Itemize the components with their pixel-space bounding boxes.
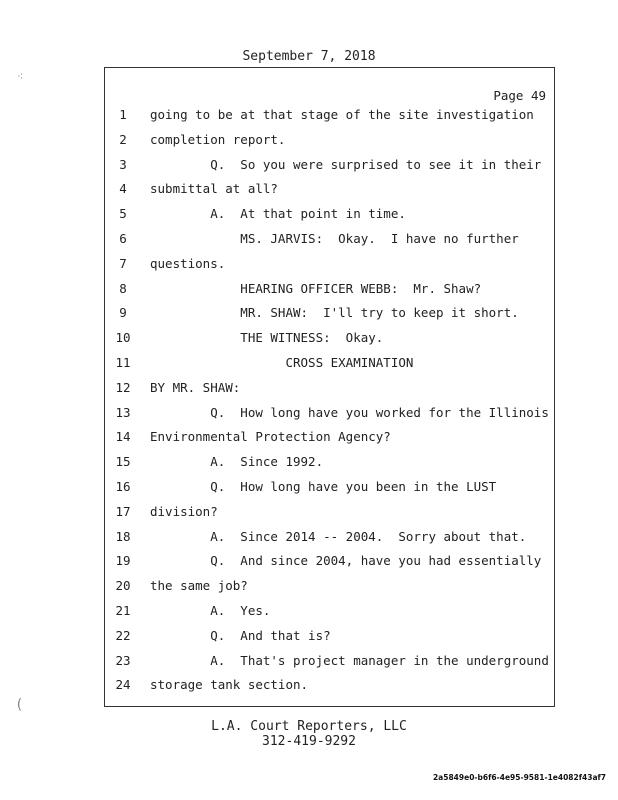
line-number: 16: [115, 479, 131, 494]
margin-mark: ⁖: [17, 70, 24, 83]
line-number: 19: [115, 553, 131, 569]
line-text: A. Since 1992.: [150, 454, 324, 470]
transcript-line: [0, 132, 618, 152]
line-number: 2: [119, 131, 127, 147]
line-number: 21: [115, 603, 131, 618]
line-text: MR. SHAW: I'll try to keep it short.: [150, 305, 519, 321]
margin-mark-bottom: (: [15, 697, 24, 713]
line-text: BY MR. SHAW:: [150, 379, 241, 395]
transcript-line: [0, 553, 618, 573]
transcript-line: [0, 405, 618, 425]
line-number: 14: [115, 429, 131, 445]
line-number: 20: [115, 578, 131, 594]
line-text: Q. So you were surprised to see it in their: [150, 156, 542, 172]
footer-company: L.A. Court Reporters, LLC: [211, 719, 407, 734]
transcript-line: [0, 603, 618, 623]
line-number: 5: [119, 206, 127, 222]
transcript-line: [0, 380, 618, 400]
transcript-line: [0, 653, 618, 673]
line-text: Q. How long have you been in the LUST: [150, 479, 497, 494]
transcript-line: [0, 281, 618, 301]
line-number: 11: [115, 355, 131, 370]
line-text: A. Yes.: [150, 603, 271, 618]
document-id: 2a5849e0-b6f6-4e95-9581-1e4082f43af7: [432, 773, 606, 782]
header-date: September 7, 2018: [242, 49, 376, 64]
line-text: Environmental Protection Agency?: [150, 429, 391, 445]
line-number: 17: [115, 503, 131, 519]
line-text: questions.: [150, 255, 226, 271]
line-text: THE WITNESS: Okay.: [150, 330, 384, 346]
line-text: MS. JARVIS: Okay. I have no further: [150, 231, 519, 246]
line-number: 15: [115, 454, 131, 470]
line-number: 10: [115, 330, 131, 346]
transcript-line: [0, 107, 618, 127]
transcript-line: [0, 330, 618, 350]
line-number: 7: [119, 255, 127, 271]
line-number: 4: [119, 181, 127, 197]
transcript-line: [0, 157, 618, 177]
transcript-line: [0, 479, 618, 499]
line-text: A. That's project manager in the underground: [150, 652, 549, 668]
transcript-line: [0, 529, 618, 549]
line-text: storage tank section.: [150, 677, 309, 693]
line-number: 6: [119, 231, 127, 246]
transcript-line: [0, 628, 618, 648]
line-number: 22: [115, 627, 131, 643]
transcript-line: [0, 305, 618, 325]
line-text: Q. And since 2004, have you had essentially: [150, 553, 542, 569]
line-number: 12: [115, 379, 131, 395]
line-text: division?: [150, 503, 218, 519]
line-text: going to be at that stage of the site investigation: [150, 107, 534, 122]
line-number: 24: [115, 677, 131, 693]
transcript-line: [0, 677, 618, 697]
transcript-line: [0, 504, 618, 524]
transcript-line: [0, 355, 618, 375]
footer-phone: 312-419-9292: [262, 734, 356, 749]
line-number: 18: [115, 528, 131, 544]
line-number: 3: [119, 156, 127, 172]
line-text: HEARING OFFICER WEBB: Mr. Shaw?: [150, 280, 482, 296]
line-text: Q. How long have you worked for the Illinois: [150, 404, 549, 420]
transcript-line: [0, 231, 618, 251]
transcript-line: [0, 206, 618, 226]
transcript-line: [0, 429, 618, 449]
line-number: 23: [115, 652, 131, 668]
line-text: submittal at all?: [150, 181, 278, 197]
line-number: 9: [119, 305, 127, 321]
transcript-line: [0, 578, 618, 598]
line-text: completion report.: [150, 131, 286, 147]
transcript-line: [0, 181, 618, 201]
line-text: Q. And that is?: [150, 627, 331, 643]
page-number: Page 49: [493, 88, 546, 103]
line-text: CROSS EXAMINATION: [150, 355, 414, 370]
line-text: A. At that point in time.: [150, 206, 406, 222]
line-number: 8: [119, 280, 127, 296]
line-number: 13: [115, 404, 131, 420]
transcript-line: [0, 256, 618, 276]
transcript-line: [0, 454, 618, 474]
line-text: A. Since 2014 -- 2004. Sorry about that.: [150, 528, 527, 544]
line-number: 1: [119, 107, 127, 122]
line-text: the same job?: [150, 578, 248, 594]
